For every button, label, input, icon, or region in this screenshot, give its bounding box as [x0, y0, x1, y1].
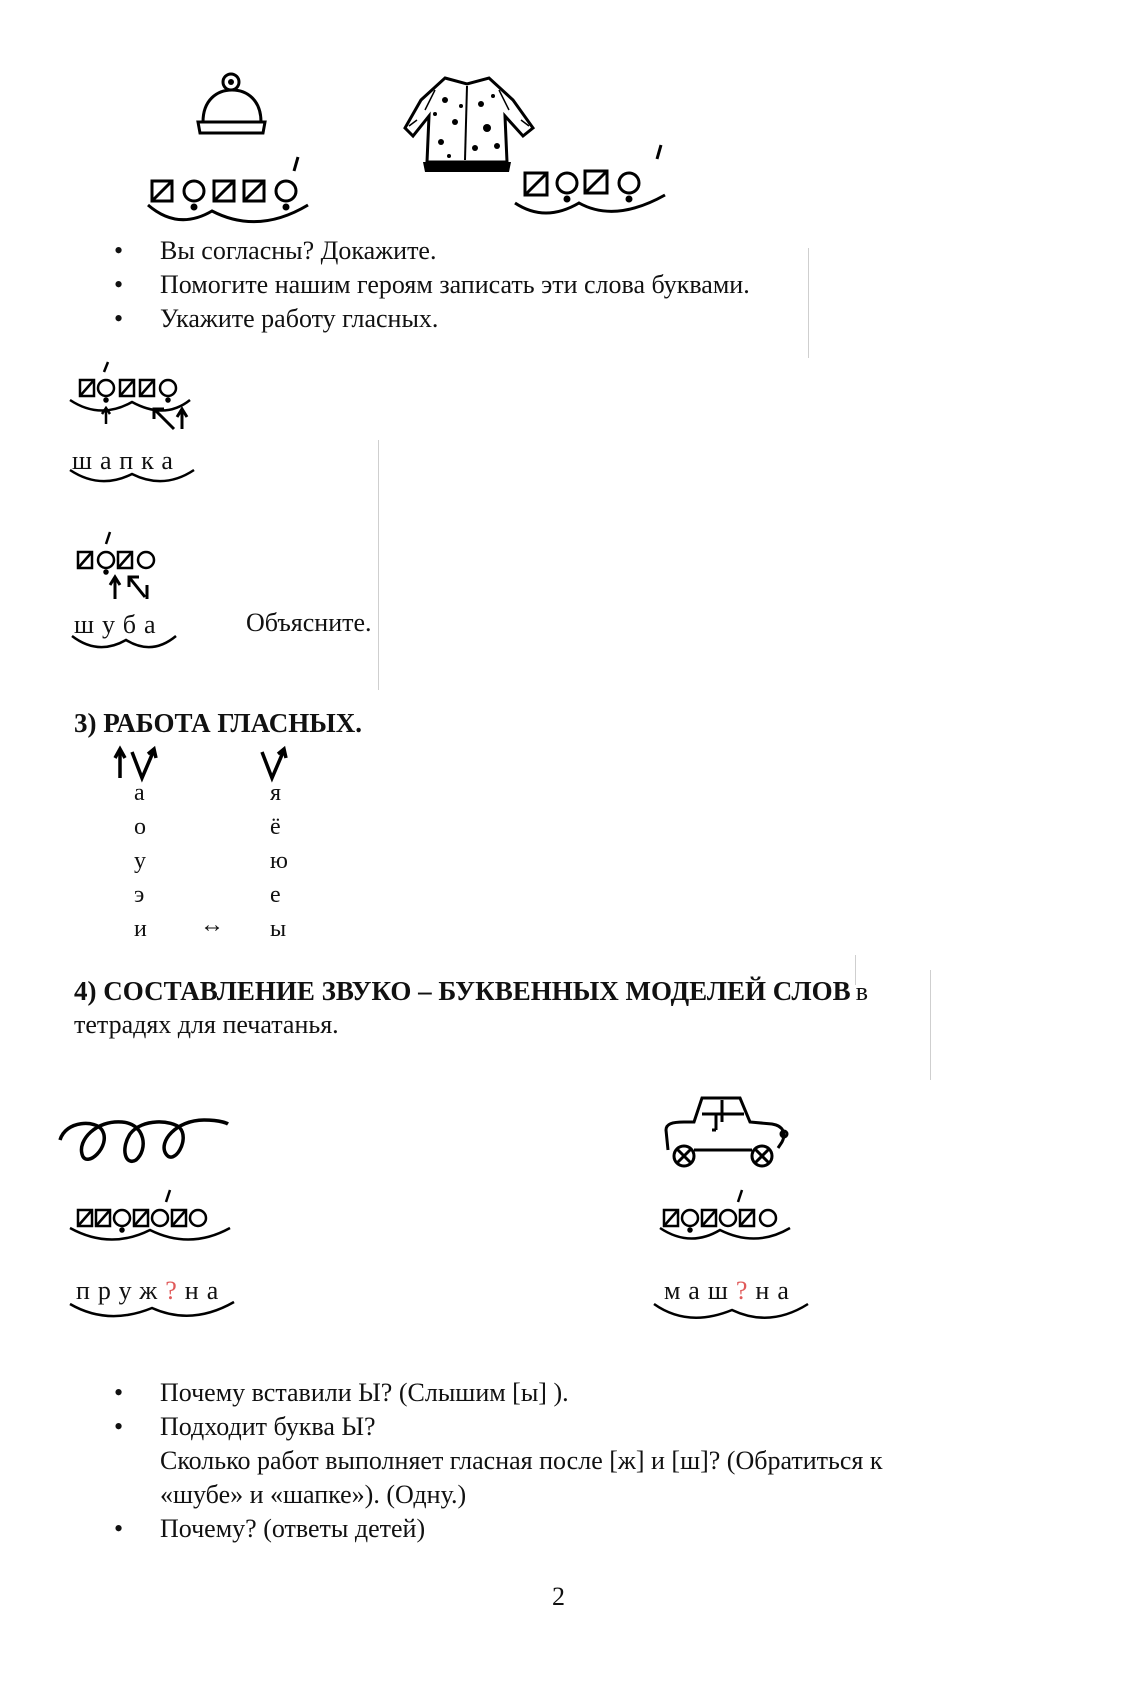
letter: ш	[707, 1276, 736, 1305]
letter: а	[688, 1276, 708, 1305]
page-number: 2	[552, 1582, 565, 1611]
letter: б	[122, 610, 144, 639]
explain-label: Объясните.	[246, 608, 372, 637]
list-item-continuation: Сколько работ выполняет гласная после [ж] и [ш]? (Обратиться к	[160, 1446, 883, 1475]
vowel: ю	[270, 848, 288, 874]
scheme-pruzhina	[70, 1188, 240, 1248]
list-item: • Помогите нашим героям записать эти слова буквами.	[114, 268, 750, 302]
list-item	[114, 1410, 882, 1512]
scheme-mashina	[660, 1188, 800, 1248]
letter: н	[184, 1276, 207, 1305]
section4-heading	[74, 976, 868, 1007]
letter: у	[102, 610, 123, 639]
letter: а	[161, 446, 181, 475]
vowel: е	[270, 882, 281, 908]
letter: а	[143, 610, 164, 639]
scheme-shuba-top	[515, 145, 675, 225]
arc-pruzhina	[68, 1296, 238, 1326]
section3-heading: 3) РАБОТА ГЛАСНЫХ.	[74, 708, 362, 738]
list-item: • Укажите работу гласных.	[114, 302, 750, 336]
list-item-text: Почему? (ответы детей)	[160, 1514, 426, 1543]
vowel: а	[134, 780, 145, 806]
letter: н	[755, 1276, 778, 1305]
list-item-text: Почему вставили Ы? (Слышим [ы] ).	[160, 1378, 569, 1407]
letter: м	[664, 1276, 689, 1305]
section4-heading-tail: в	[855, 977, 869, 1006]
instruction-list-bottom	[114, 1376, 882, 1546]
vowel: э	[134, 882, 145, 908]
arrows-shapka	[150, 405, 190, 435]
vowels-right-column	[270, 776, 288, 946]
vowel: ё	[270, 814, 281, 840]
swap-arrow: ↔	[200, 912, 224, 938]
section4-line2: тетрадях для печатанья.	[74, 1010, 339, 1039]
vowel: и	[134, 916, 147, 942]
spring-icon	[56, 1110, 236, 1170]
question-mark: ?	[735, 1276, 756, 1305]
section4-heading-bold: 4) СОСТАВЛЕНИЕ ЗВУКО – БУКВЕННЫХ МОДЕЛЕЙ СЛОВ	[74, 976, 851, 1006]
letter: а	[100, 446, 120, 475]
letter: ш	[72, 446, 101, 475]
hat-icon	[195, 70, 270, 140]
vowel: ы	[270, 916, 287, 942]
list-item: • Вы согласны? Докажите.	[114, 234, 750, 268]
arrows-shuba	[105, 573, 155, 603]
letter: р	[97, 1276, 119, 1305]
letter: п	[76, 1276, 98, 1305]
letter: ш	[74, 610, 103, 639]
letter: к	[141, 446, 162, 475]
question-mark: ?	[165, 1276, 185, 1305]
letter: ж	[139, 1276, 166, 1305]
list-item	[114, 1512, 882, 1546]
letter: а	[777, 1276, 797, 1305]
list-item	[114, 1376, 882, 1410]
arc-shuba	[70, 628, 180, 654]
letter: п	[119, 446, 142, 475]
scheme-shapka-top	[148, 155, 328, 230]
vowel: у	[134, 848, 146, 874]
list-item-text: Подходит буква Ы?	[160, 1412, 376, 1441]
letter: у	[118, 1276, 140, 1305]
vowels-left-column	[134, 776, 147, 946]
letter: а	[206, 1276, 227, 1305]
vowel: о	[134, 814, 146, 840]
list-item-continuation: «шубе» и «шапке»). (Одну.)	[160, 1480, 467, 1509]
arc-shapka	[68, 462, 198, 488]
arc-mashina	[652, 1296, 812, 1326]
instruction-list-top	[114, 234, 750, 336]
car-icon	[660, 1090, 790, 1170]
vowel: я	[270, 780, 282, 806]
